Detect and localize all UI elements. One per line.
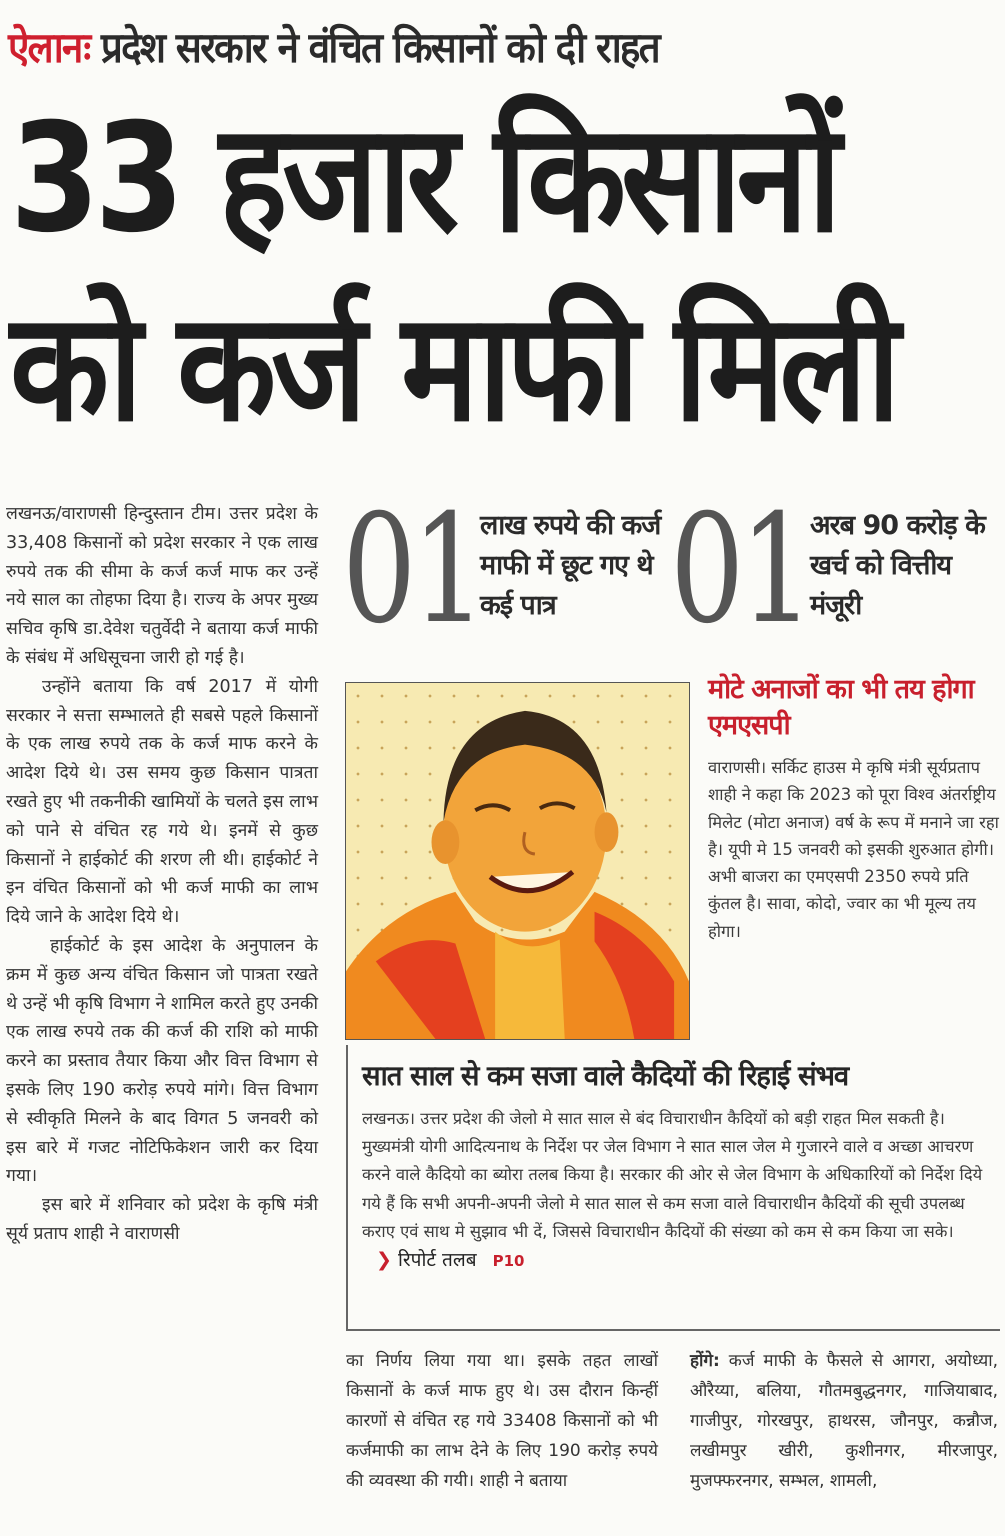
main-story-paragraph: उन्होंने बताया कि वर्ष 2017 में योगी सरकार ने सत्ता सम्भालते ही सबसे पहले किसानों के एक लाख रुपये तक के कर्ज माफ करने के आदेश दिये थे। उस समय कुछ किसान पात्रता रखते हुए भी तकनीकी खामियों के चलते इस लाभ को पाने से वंचित रह गये थे। इनमें से कुछ किसानों ने हाईकोर्ट की शरण ली थी। हाईकोर्ट ने इन वंचित किसानों को भी कर्ज माफी का लाभ दिये जाने के आदेश दिये थे।	[6, 676, 318, 928]
kicker-line	[8, 8, 919, 88]
continuation-lead: होंगे:	[690, 1351, 720, 1371]
stat-number: 01	[342, 483, 482, 657]
main-story-continuation-right	[690, 1346, 998, 1496]
continued-link[interactable]	[376, 1249, 483, 1271]
main-story-continuation-middle: का निर्णय लिया गया था। इसके तहत लाखों किसानों के कर्ज माफ हुए थे। उस दौरान किन्हीं कारणों से वंचित रह गये 33408 किसानों को भी कर्जमाफी का लाभ देने के लिए 190 करोड़ रुपये की व्यवस्था की गयी। शाही ने बताया	[346, 1351, 658, 1491]
stat-number: 01	[670, 483, 810, 657]
boxed-story	[346, 1045, 1000, 1331]
headline-line-2: को कर्ज माफी मिली	[10, 281, 896, 455]
main-story-paragraph: इस बारे में शनिवार को प्रदेश के कृषि मंत्री सूर्य प्रताप शाही ने वाराणसी	[6, 1195, 318, 1244]
boxed-story-body	[362, 1105, 987, 1275]
main-story-paragraph: लखनऊ/वाराणसी हिन्दुस्तान टीम। उत्तर प्रदेश के 33,408 किसानों को प्रदेश सरकार ने एक लाख रुपये तक की सीमा के कर्ज कर्ज माफ कर उन्हें नये साल का तोहफा दिया है। राज्य के अपर मुख्य सचिव कृषि डा.देवेश चतुर्वेदी ने बताया कर्ज माफी के संबंध में अधिसूचना जारी हो गई है।	[6, 504, 318, 668]
continued-label: रिपोर्ट तलब	[397, 1249, 477, 1272]
stat-text: अरब 90 करोड़ के खर्च को वित्तीय मंजूरी	[810, 510, 985, 621]
chevron-right-icon: ❯	[376, 1249, 392, 1272]
headline-line-1: 33 हजार किसानों	[10, 92, 837, 266]
boxed-story-title: सात साल से कम सजा वाले कैदियों की रिहाई संभव	[362, 1060, 849, 1092]
boxed-story-text: लखनऊ। उत्तर प्रदेश की जेलो मे सात साल से बंद विचाराधीन कैदियों को बड़ी राहत मिल सकती है। मुख्यमंत्री योगी आदित्यनाथ के निर्देश पर जेल विभाग ने सात साल जेल मे गुजारने वाले व अच्छा आचरण करने वाले कैदियो का ब्योरा तलब किया है। सरकार की ओर से जेल विभाग के अधिकारियों को निर्देश दिये गये हैं कि सभी अपनी-अपनी जेलो मे सात साल से कम सजा वाले विचाराधीन कैदियों की सूची उपलब्ध कराए एवं साथ मे सुझाव भी दें, जिससे विचाराधीन कैदियों की संख्या को कम से कम किया जा सके।	[362, 1109, 983, 1241]
main-story-paragraph: हाईकोर्ट के इस आदेश के अनुपालन के क्रम में कुछ अन्य वंचित किसान जो पात्रता रखते थे उन्हें भी कृषि विभाग ने शामिल करते हुए उनकी एक लाख रुपये तक की कर्ज की राशि को माफी करने का प्रस्ताव तैयार किया और वित्त विभाग से इसके लिए 190 करोड़ रुपये मांगे। वित्त विभाग से स्वीकृति मिलने के बाद विगत 5 जनवरी को इस बारे में गजट नोटिफिकेशन जारी कर दिया गया।	[6, 935, 318, 1187]
sidebar-story-body: वाराणसी। सर्किट हाउस मे कृषि मंत्री सूर्यप्रताप शाही ने कहा कि 2023 को पूरा विश्व अंतर्राष्ट्रीय मिलेट (मोटा अनाज) वर्ष के रूप में मनाने जा रहा है। यूपी मे 15 जनवरी को इसकी शुरुआत होगी। अभी बाजरा का एमएसपी 2350 रुपये प्रति कुंतल है। सावा, कोदो, ज्वार का भी मूल्य तय होगा।	[708, 758, 999, 941]
stat-text: लाख रुपये की कर्ज माफी में छूट गए थे कई पात्र	[480, 510, 661, 621]
sidebar-story-title: मोटे अनाजों का भी तय होगा एमएसपी	[708, 674, 974, 741]
portrait-illustration	[346, 683, 689, 1039]
kicker-label: ऐलानः	[8, 23, 90, 72]
continuation-text: कर्ज माफी के फैसले से आगरा, अयोध्या, औरैय्या, बलिया, गौतमबुद्धनगर, गाजियाबाद, गाजीपुर, गोरखपुर, हाथरस, जौनपुर, कन्नौज, लखीमपुर खीरी, कुशीनगर, मीरजापुर, मुजफ्फरनगर, सम्भल, शामली,	[690, 1351, 998, 1491]
kicker-text: प्रदेश सरकार ने वंचित किसानों को दी राहत	[89, 23, 659, 72]
sidebar-story	[708, 672, 1000, 945]
portrait-photo	[345, 682, 690, 1040]
main-story-column	[6, 500, 318, 1249]
page-reference: P10	[492, 1252, 525, 1271]
stat-callout-loan-limit	[342, 483, 672, 657]
stat-callout-budget	[670, 483, 1005, 657]
